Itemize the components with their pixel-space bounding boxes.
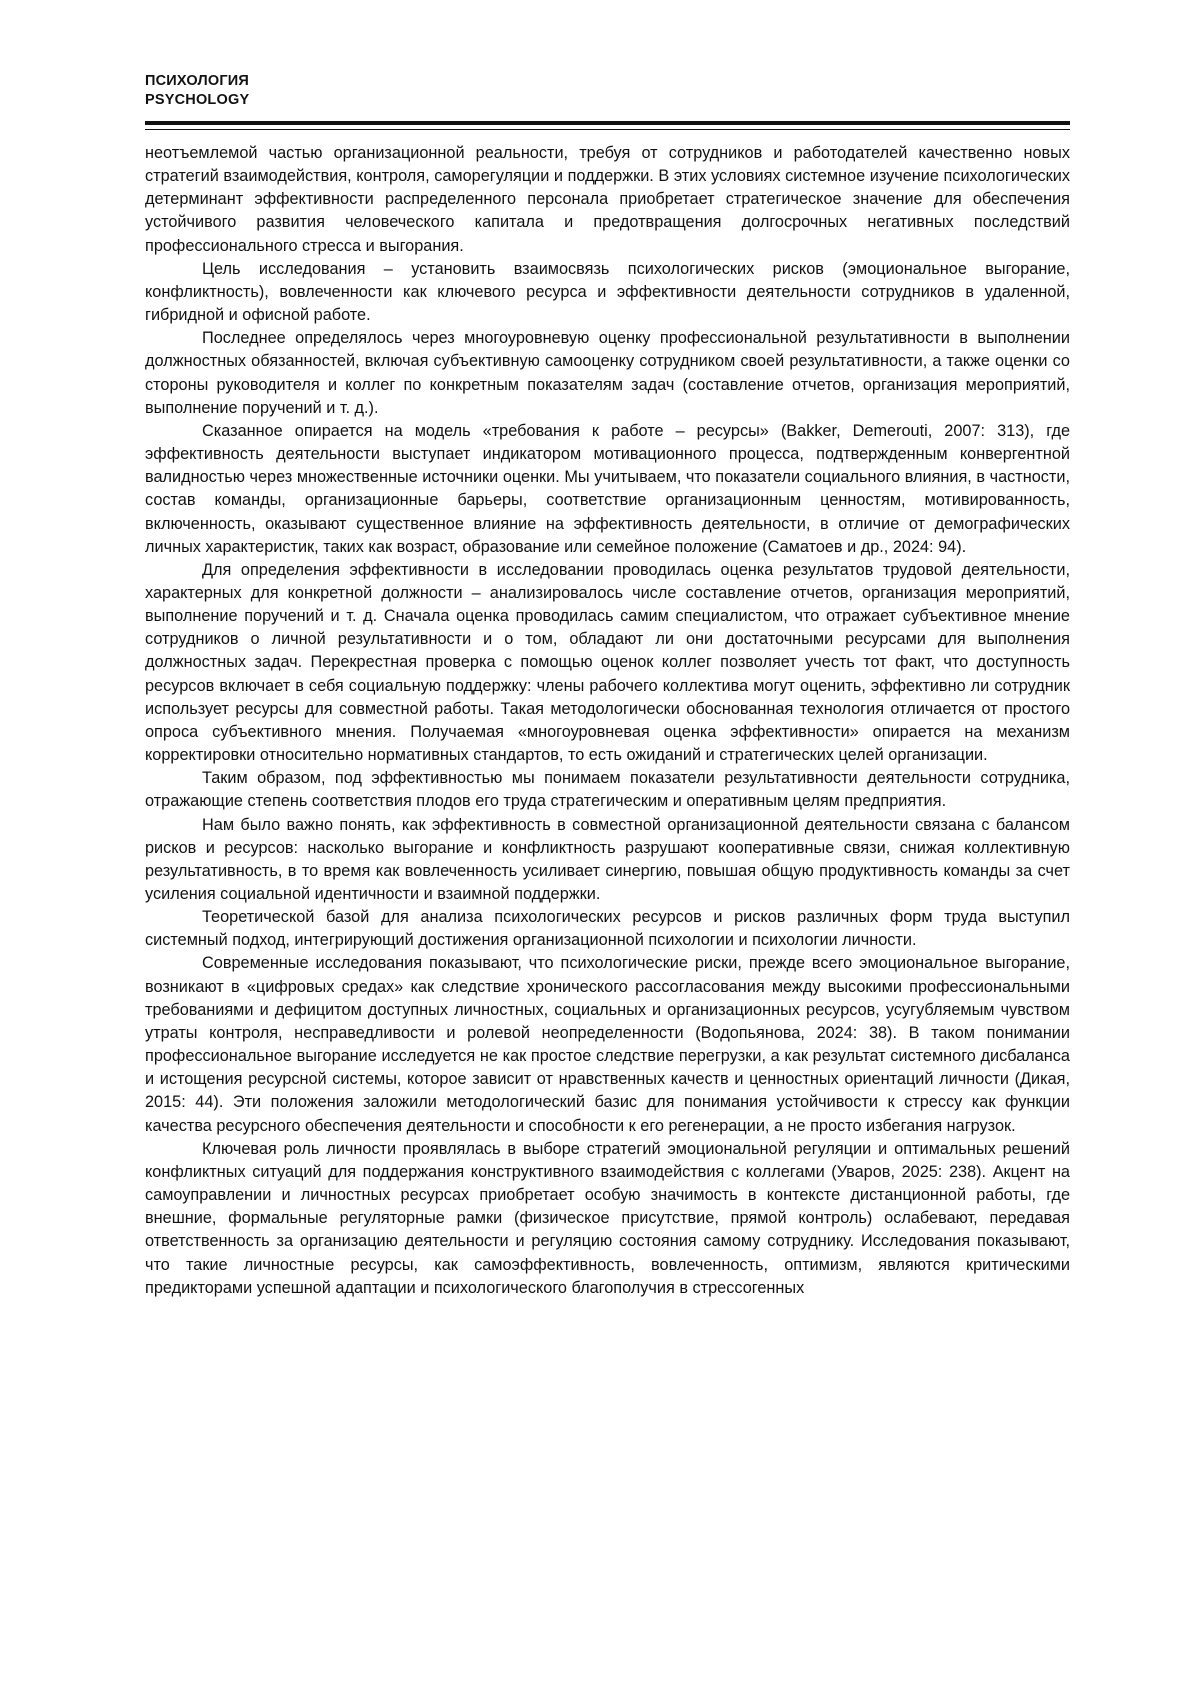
- body-text: [145, 142, 1070, 1300]
- paragraph: Сказанное опирается на модель «требования к работе – ресурсы» (Bakker, Demerouti, 2007: 313), где эффективность деятельности выступает индикатором мотивационного процесса, подтвержденным конвергентной валидностью через множественные источники оценки. Мы учитываем, что показатели социального влияния, в частности, состав команды, организационные барьеры, соответствие организационным ценностям, мотивированность, включенность, оказывают существенное влияние на эффективность деятельности, в отличие от демографических личных характеристик, таких как возраст, образование или семейное положение (Саматоев и др., 2024: 94).: [145, 421, 1070, 556]
- header-rule-thin: [145, 129, 1070, 130]
- paragraph: Цель исследования – установить взаимосвязь психологических рисков (эмоциональное выгорание, конфликтность), вовлеченности как ключевого ресурса и эффективности деятельности сотрудников в удаленной, гибридной и офисной работе.: [145, 259, 1070, 325]
- section-title-en: PSYCHOLOGY: [145, 92, 250, 108]
- paragraph: Нам было важно понять, как эффективность в совместной организационной деятельности связана с балансом рисков и ресурсов: насколько выгорание и конфликтность разрушают кооперативные связи, снижая коллективную результативность, в то время как вовлеченность усиливает синергию, повышая общую продуктивность команды за счет усиления социальной идентичности и взаимной поддержки.: [145, 815, 1070, 903]
- paragraph: Теоретической базой для анализа психологических ресурсов и рисков различных форм труда выступил системный подход, интегрирующий достижения организационной психологии и психологии личности.: [145, 908, 1070, 950]
- paragraph: Современные исследования показывают, что психологические риски, прежде всего эмоциональное выгорание, возникают в «цифровых средах» как следствие хронического рассогласования между высокими профессиональными требованиями и дефицитом доступных личностных, социальных и организационных ресурсов, усугубляемым чувством утраты контроля, несправедливости и ролевой неопределенности (Водопьянова, 2024: 38). В таком понимании профессиональное выгорание исследуется не как простое следствие перегрузки, а как результат системного дисбаланса и истощения ресурсной системы, которое зависит от нравственных качеств и ценностных ориентаций личности (Дикая, 2015: 44). Эти положения заложили методологический базис для понимания устойчивости к стрессу как функции качества ресурсного обеспечения деятельности и способности к его регенерации, а не просто избегания нагрузок.: [145, 954, 1070, 1135]
- paragraph: Ключевая роль личности проявлялась в выборе стратегий эмоциональной регуляции и оптимальных решений конфликтных ситуаций для поддержания конструктивного взаимодействия с коллегами (Уваров, 2025: 238). Акцент на самоуправлении и личностных ресурсах приобретает особую значимость в контексте дистанционной работы, где внешние, формальные регуляторные рамки (физическое присутствие, прямой контроль) ослабевают, передавая ответственность за организацию деятельности и регуляцию состояния самому сотруднику. Исследования показывают, что такие личностные ресурсы, как самоэффективность, вовлеченность, оптимизм, являются критическими предикторами успешной адаптации и психологического благополучия в стрессогенных: [145, 1139, 1070, 1297]
- section-title-ru: ПСИХОЛОГИЯ: [145, 73, 250, 89]
- header-rule-thick: [145, 121, 1070, 125]
- paragraph: Для определения эффективности в исследовании проводилась оценка результатов трудовой деятельности, характерных для конкретной должности – анализировалось числе составление отчетов, организация мероприятий, выполнение поручений и т. д. Сначала оценка проводилась самим специалистом, что отражает субъективное мнение сотрудников о личной результативности и о том, обладают ли они достаточными ресурсами для выполнения должностных задач. Перекрестная проверка с помощью оценок коллег позволяет учесть тот факт, что доступность ресурсов включает в себя социальную поддержку: члены рабочего коллектива могут оценить, эффективно ли сотрудник использует ресурсы для совместной работы. Такая методологически обоснованная технология отличается от простого опроса субъективного мнения. Получаемая «многоуровневая оценка эффективности» опирается на механизм корректировки относительно нормативных стандартов, то есть ожиданий и стратегических целей организации.: [145, 560, 1070, 765]
- running-head: [145, 72, 249, 110]
- paragraph: Таким образом, под эффективностью мы понимаем показатели результативности деятельности сотрудника, отражающие степень соответствия плодов его труда стратегическим и оперативным целям предприятия.: [145, 769, 1070, 811]
- paragraph-continuation: неотъемлемой частью организационной реальности, требуя от сотрудников и работодателей качественно новых стратегий взаимодействия, контроля, саморегуляции и поддержки. В этих условиях системное изучение психологических детерминант эффективности распределенного персонала приобретает стратегическое значение для обеспечения устойчивого развития человеческого капитала и предотвращения долгосрочных негативных последствий профессионального стресса и выгорания.: [145, 144, 1070, 255]
- paragraph: Последнее определялось через многоуровневую оценку профессиональной результативности в выполнении должностных обязанностей, включая субъективную самооценку сотрудником своей результативности, а также оценки со стороны руководителя и коллег по конкретным показателям задач (составление отчетов, организация мероприятий, выполнение поручений и т. д.).: [145, 329, 1070, 417]
